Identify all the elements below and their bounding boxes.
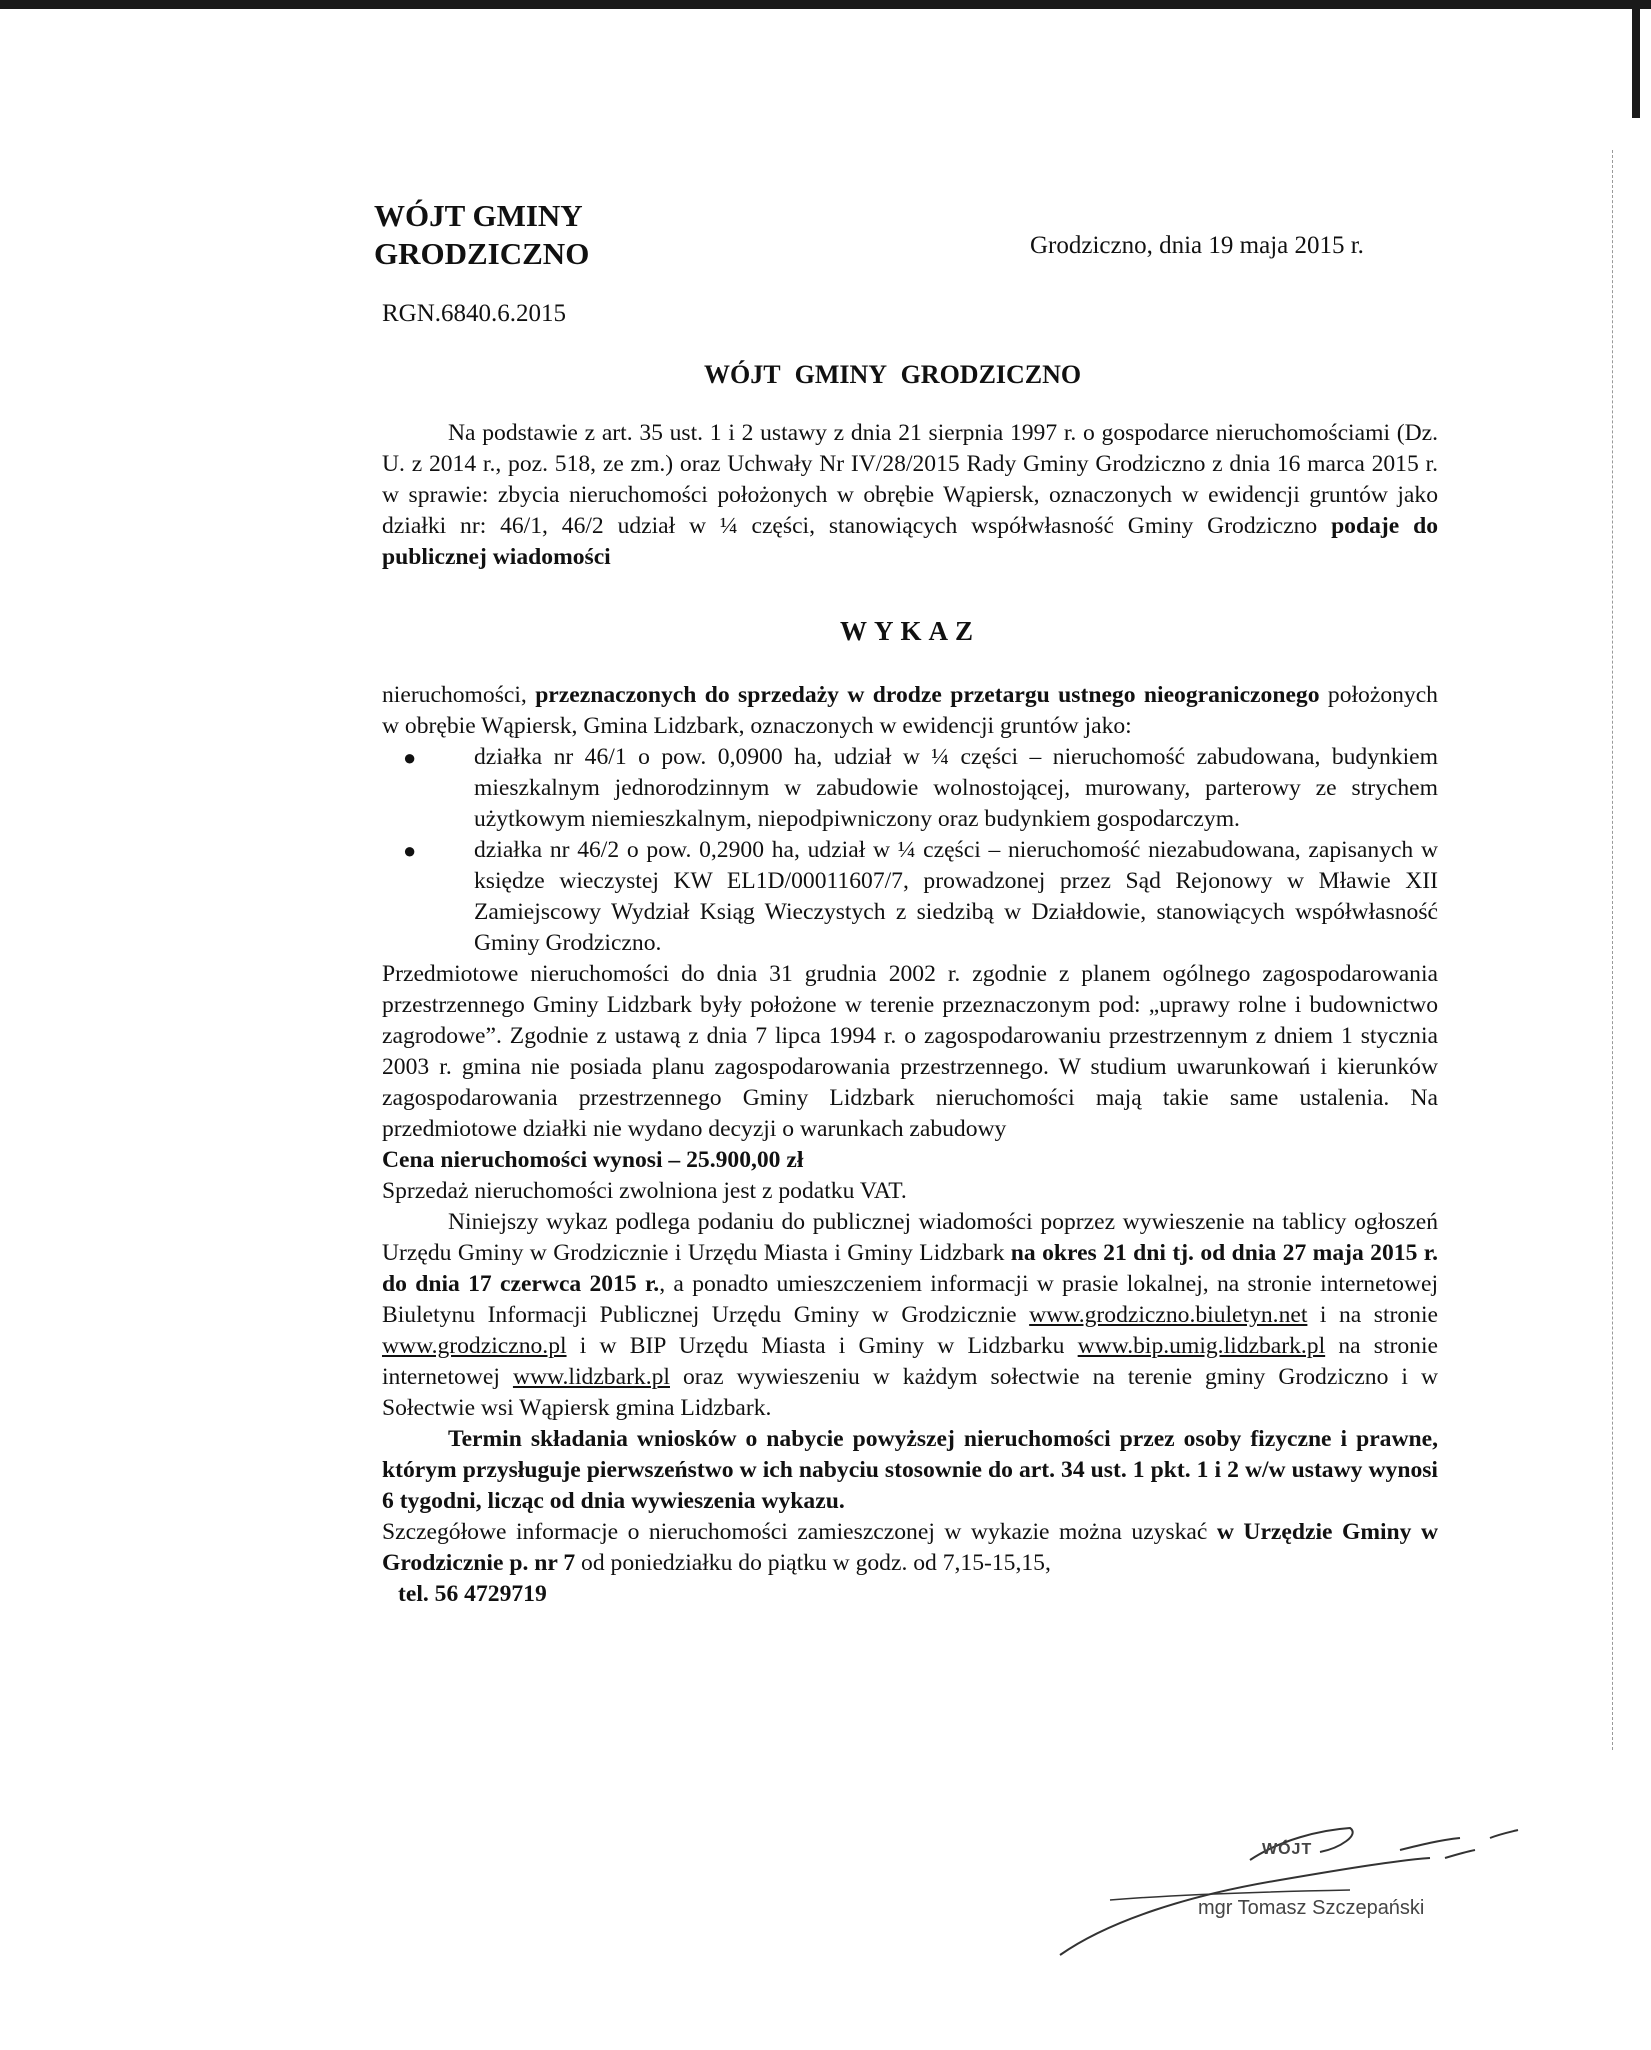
wykaz-intro [382,680,1438,742]
publication-text-6: oraz wywieszeniu w każdym sołectwie na terenie gminy Grodziczno i w Sołectwie wsi Wąpiersk gmina Lidzbark. [382,1364,1438,1421]
bullet-icon: ● [403,745,417,770]
place-date: Grodziczno, dnia 19 maja 2015 r. [1030,232,1364,259]
description-paragraph: Przedmiotowe nieruchomości do dnia 31 grudnia 2002 r. zgodnie z planem ogólnego zagospodarowania przestrzennego Gminy Lidzbark były położone w terenie przeznaczonym pod: „uprawy rolne i budownictwo zagrodowe”. Zgodnie z ustawą z dnia 7 lipca 1994 r. o zagospodarowaniu przestrzennym z dniem 1 stycznia 2003 r. gmina nie posiada planu zagospodarowania przestrzennego. W studium uwarunkowań i kierunków zagospodarowania przestrzennego Gminy Lidzbark nieruchomości mają takie same ustalenia. Na przedmiotowe działki nie wydano decyzji o warunkach zabudowy [382,961,1438,1142]
parcel-list [382,742,1438,959]
link-lidzbark[interactable]: www.lidzbark.pl [512,1364,670,1390]
signature-stamp: WÓJT [1262,1841,1313,1858]
publication-paragraph [382,1207,1438,1424]
publication-text-3: i na stronie [1307,1302,1439,1328]
reference-number: RGN.6840.6.2015 [382,300,567,327]
intro-section [382,418,1438,573]
scan-border-right [1632,0,1640,118]
contact-hours: od poniedziałku do piątku w godz. od 7,15-15,15, [575,1550,1051,1576]
deadline-paragraph: Termin składania wniosków o nabycie powyższej nieruchomości przez osoby fizyczne i prawne, którym przysługuje pierwszeństwo w ich nabyciu stosownie do art. 34 ust. 1 pkt. 1 i 2 w/w ustawy wynosi 6 tygodni, licząc od dnia wywieszenia wykazu. [382,1426,1438,1514]
wykaz-text-2: położonych w obrębie Wąpiersk, Gmina Lidzbark, oznaczonych w ewidencji gruntów jako: [382,682,1438,739]
link-grodziczno[interactable]: www.grodziczno.pl [382,1333,567,1359]
link-bip-lidzbark[interactable]: www.bip.umig.lidzbark.pl [1077,1333,1326,1359]
intro-bold-text: podaje do publicznej wiadomości [382,513,1438,570]
issuer-line-2: GRODZICZNO [374,236,590,271]
publication-period: na okres 21 dni tj. od dnia 27 maja 2015 r. do dnia 17 czerwca 2015 r. [382,1240,1438,1297]
wykaz-title: WYKAZ [840,616,981,646]
list-item [382,742,1438,835]
parcel-46-1: działka nr 46/1 o pow. 0,0900 ha, udział w ¼ części – nieruchomość zabudowana, budynkiem mieszkalnym jednorodzinnym w zabudowie wolnostojącej, murowany, parterowy ze strychem użytkowym niemieszkalnym, niepodpiwniczony oraz budynkiem gospodarczym. [474,744,1438,832]
intro-text: Na podstawie z art. 35 ust. 1 i 2 ustawy z dnia 21 sierpnia 1997 r. o gospodarce nieruchomościami (Dz. U. z 2014 r., poz. 518, ze zm.) oraz Uchwały Nr IV/28/2015 Rady Gminy Grodziczno z dnia 16 marca 2015 r. w sprawie: zbycia nieruchomości położonych w obrębie Wąpiersk, oznaczonych w ewidencji gruntów jako działki nr: 46/1, 46/2 udział w ¼ części, stanowiących współwłasność Gminy Grodziczno [382,420,1438,539]
center-title: WÓJT GMINY GRODZICZNO [704,360,1082,389]
parcel-46-2: działka nr 46/2 o pow. 0,2900 ha, udział w ¼ części – nieruchomość niezabudowana, zapisanych w księdze wieczystej KW EL1D/00011607/7, prowadzonej przez Sąd Rejonowy w Mławie XII Zamiejscowy Wydział Ksiąg Wieczystych z siedzibą w Działdowie, stanowiących współwłasność Gminy Grodziczno. [474,837,1438,956]
price-line: Cena nieruchomości wynosi – 25.900,00 zł [382,1147,804,1173]
intro-paragraph [382,418,1438,573]
contact-office: w Urzędzie Gminy w Grodzicznie p. nr 7 [382,1519,1439,1576]
scan-border-top [0,0,1651,9]
signature-image [1050,1800,1520,1970]
contact-text-1: Szczegółowe informacje o nieruchomości zamieszczonej w wykazie można uzyskać [382,1519,1217,1545]
scan-fold-line [1612,150,1614,1750]
publication-text-1: Niniejszy wykaz podlega podaniu do publicznej wiadomości poprzez wywieszenie na tablicy ogłoszeń Urzędu Gminy w Grodzicznie i Urzędu Miasta i Gminy Lidzbark [382,1209,1438,1266]
publication-text-5: na stronie internetowej [382,1333,1439,1390]
vat-line: Sprzedaż nieruchomości zwolniona jest z podatku VAT. [382,1178,907,1204]
list-item [382,835,1438,959]
main-body [382,680,1438,1610]
link-grodziczno-biuletyn[interactable]: www.grodziczno.biuletyn.net [1029,1302,1308,1328]
contact-paragraph [382,1517,1438,1579]
bullet-icon: ● [403,838,417,863]
wykaz-bold: przeznaczonych do sprzedaży w drodze przetargu ustnego nieograniczonego [535,682,1320,708]
contact-phone: tel. 56 4729719 [398,1581,547,1607]
publication-text-4: i w BIP Urzędu Miasta i Gminy w Lidzbarku [566,1333,1078,1359]
publication-text-2: , a ponadto umieszczeniem informacji w prasie lokalnej, na stronie internetowej Biuletynu Informacji Publicznej Urzędu Gminy w Grodzicznie [382,1271,1438,1328]
wykaz-text-1: nieruchomości, [382,682,536,708]
signatory-name: mgr Tomasz Szczepański [1198,1897,1425,1919]
issuer-line-1: WÓJT GMINY [374,198,583,233]
